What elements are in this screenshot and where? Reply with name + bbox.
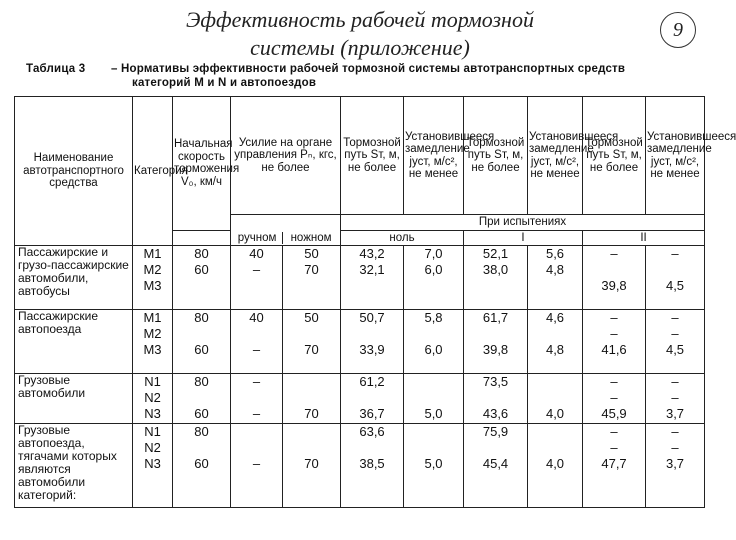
cell-j0 — [404, 424, 464, 508]
cell-value — [233, 440, 280, 456]
table-row — [15, 374, 705, 424]
cell-j0 — [404, 310, 464, 374]
cell-value: – — [671, 390, 679, 405]
cell-value — [233, 278, 280, 294]
cell-value: – — [610, 326, 618, 341]
cell-value — [175, 278, 228, 294]
table-caption — [26, 62, 706, 90]
cell-value: – — [610, 440, 618, 455]
cell-value: 4,8 — [545, 342, 565, 357]
cell-value — [466, 326, 525, 342]
vehicle-type-name: Пассажирские автопоезда — [15, 310, 133, 374]
cell-value: N2 — [144, 390, 161, 405]
table-row — [15, 310, 705, 374]
header-speed: Начальная скорость торможения V₀, км/ч — [173, 97, 231, 231]
cell-value: – — [610, 246, 618, 261]
cell-j1 — [528, 374, 583, 424]
cell-j2 — [646, 310, 705, 374]
cell-s2 — [583, 374, 646, 424]
cell-value — [530, 424, 580, 440]
cell-s0 — [341, 246, 404, 310]
cell-value: M3 — [143, 278, 162, 293]
cell-value — [285, 424, 338, 440]
cell-s1 — [464, 310, 528, 374]
cell-value — [406, 326, 461, 342]
cell-value: – — [252, 374, 261, 389]
cell-value: 32,1 — [359, 262, 385, 277]
cell-value — [406, 440, 461, 456]
cell-value: N1 — [144, 424, 161, 439]
cell-value: 3,7 — [665, 456, 685, 471]
cell-s1 — [464, 424, 528, 508]
cell-value: M1 — [143, 246, 162, 261]
cell-value: – — [252, 456, 261, 471]
cell-value: 43,2 — [359, 246, 385, 261]
cell-value: N2 — [144, 440, 161, 455]
cell-j1 — [528, 246, 583, 310]
cell-speed — [173, 424, 231, 508]
cell-value: 4,6 — [545, 310, 565, 325]
cell-value — [466, 390, 525, 406]
cell-value: – — [252, 262, 261, 277]
header-force: Усилие на органе управления Pₙ, кгс, не более — [231, 97, 341, 215]
cell-value: 60 — [194, 456, 209, 471]
cell-value — [585, 262, 643, 278]
cell-value: 61,7 — [482, 310, 509, 325]
cell-value — [466, 278, 525, 294]
cell-manual — [231, 374, 283, 424]
cell-value: 4,0 — [545, 406, 565, 421]
cell-s0 — [341, 310, 404, 374]
cell-value: N1 — [144, 374, 161, 389]
vehicle-type-name: Пассажирские и грузо-пассажирские автомобили, автобусы — [15, 246, 133, 310]
caption-text-1: Нормативы эффективности рабочей тормозной системы автотранспортных средств — [121, 63, 626, 75]
cell-value — [530, 326, 580, 342]
cell-value: 63,6 — [359, 424, 385, 439]
cell-value: 45,4 — [482, 456, 509, 471]
cell-value: 6,0 — [424, 342, 443, 357]
cell-value: M1 — [143, 310, 162, 325]
cell-s1 — [464, 374, 528, 424]
cell-value: – — [252, 406, 261, 421]
cell-value: 73,5 — [482, 374, 509, 389]
cell-value: – — [671, 246, 679, 261]
cell-value: 33,9 — [359, 342, 385, 357]
cell-value — [530, 440, 580, 456]
cell-value: 6,0 — [424, 262, 443, 277]
header-force-manual: ручном — [237, 231, 277, 244]
header-category: Категория — [133, 97, 173, 246]
cell-value: 39,8 — [482, 342, 509, 357]
slide-title-line-1: Эффективность рабочей тормозной — [186, 7, 534, 32]
cell-j1 — [528, 424, 583, 508]
cell-value: 50 — [304, 310, 319, 325]
cell-value: 60 — [194, 262, 209, 277]
cell-value: M2 — [143, 262, 162, 277]
table-row — [15, 246, 705, 310]
cell-foot — [283, 424, 341, 508]
cell-s2 — [583, 246, 646, 310]
cell-value: 60 — [194, 406, 209, 421]
cell-value: 75,9 — [482, 424, 509, 439]
cell-j0 — [404, 374, 464, 424]
cell-value: 3,7 — [665, 406, 685, 421]
cell-value: 4,0 — [545, 456, 565, 471]
cell-value — [175, 440, 228, 456]
header-name: Наименование автотранспортного средства — [15, 97, 133, 246]
cell-value — [406, 374, 461, 390]
header-brake-path-0: Тормозной путь Sт, м, не более — [341, 97, 404, 215]
cell-value: 36,7 — [359, 406, 385, 421]
cell-s2 — [583, 310, 646, 374]
cell-value — [233, 424, 280, 440]
cell-value: 4,5 — [665, 278, 685, 293]
cell-value: 5,8 — [424, 310, 443, 325]
cell-value: – — [252, 342, 261, 357]
cell-value — [406, 390, 461, 406]
cell-j1 — [528, 310, 583, 374]
cell-value: – — [671, 310, 679, 325]
cell-value: – — [671, 326, 679, 341]
cell-value: 60 — [194, 342, 209, 357]
cell-speed — [173, 310, 231, 374]
cell-value: 5,0 — [424, 406, 443, 421]
vehicle-type-name: Грузовые автомобили — [15, 374, 133, 424]
cell-value: 5,0 — [424, 456, 443, 471]
cell-value — [648, 262, 702, 278]
cell-speed — [173, 374, 231, 424]
cell-cats — [133, 424, 173, 508]
cell-value: N3 — [144, 456, 161, 471]
cell-value — [530, 390, 580, 406]
cell-value: 70 — [304, 342, 319, 357]
cell-value — [343, 278, 401, 294]
cell-value — [466, 440, 525, 456]
header-mode-1: I — [464, 230, 583, 246]
cell-s0 — [341, 374, 404, 424]
cell-value: N3 — [144, 406, 161, 421]
header-force-foot: ножном — [282, 232, 339, 245]
cell-value: M3 — [143, 342, 162, 357]
norms-table — [14, 96, 736, 508]
cell-s0 — [341, 424, 404, 508]
cell-value: – — [610, 390, 618, 405]
header-brake-path-1: Тормозной путь Sт, м, не более — [464, 97, 528, 215]
cell-value: 80 — [194, 310, 209, 325]
cell-value: 50,7 — [359, 310, 385, 325]
cell-value — [530, 374, 580, 390]
caption-text-2: категорий М и N и автопоездов — [132, 77, 317, 89]
cell-value: 5,6 — [545, 246, 565, 261]
header-decel-2: Установившееся замедление jуст, м/с², не менее — [646, 97, 705, 215]
cell-value: – — [610, 424, 618, 439]
cell-foot — [283, 246, 341, 310]
cell-value: – — [671, 440, 679, 455]
cell-value: 40 — [249, 310, 264, 325]
cell-value: 40 — [249, 246, 264, 261]
cell-j2 — [646, 246, 705, 310]
table-body — [15, 246, 705, 508]
cell-value — [285, 390, 338, 406]
cell-value: – — [610, 374, 618, 389]
cell-value: 41,6 — [601, 342, 627, 357]
cell-value: 38,5 — [359, 456, 385, 471]
cell-value: – — [610, 310, 618, 325]
cell-value — [285, 374, 338, 390]
cell-value — [233, 390, 280, 406]
cell-value: 52,1 — [482, 246, 509, 261]
cell-value — [343, 326, 401, 342]
header-speed-spacer — [173, 230, 231, 246]
page-number-badge: 9 — [660, 12, 696, 48]
cell-cats — [133, 246, 173, 310]
cell-value — [175, 326, 228, 342]
caption-dash: – — [111, 63, 118, 75]
cell-value: M2 — [143, 326, 162, 341]
cell-value — [406, 278, 461, 294]
caption-label: Таблица 3 — [26, 63, 86, 75]
cell-value — [233, 326, 280, 342]
cell-cats — [133, 374, 173, 424]
cell-value: 7,0 — [424, 246, 443, 261]
header-decel-0: Установившееся замедление jуст, м/с², не менее — [404, 97, 464, 215]
cell-foot — [283, 310, 341, 374]
cell-value: 4,5 — [665, 342, 685, 357]
cell-value: 70 — [304, 262, 319, 277]
cell-value — [530, 278, 580, 294]
slide-title — [150, 6, 570, 62]
vehicle-type-name: Грузовые автопоезда, тягачами которых являются автомобили категорий: — [15, 424, 133, 508]
cell-value: – — [671, 424, 679, 439]
cell-value: 61,2 — [359, 374, 385, 389]
header-brake-path-2: Тормозной путь Sт, м, не более — [583, 97, 646, 215]
cell-j2 — [646, 374, 705, 424]
cell-value — [343, 440, 401, 456]
cell-value: 80 — [194, 374, 209, 389]
header-force-split — [231, 215, 341, 246]
cell-value: 80 — [194, 424, 209, 439]
cell-value: 45,9 — [601, 406, 627, 421]
cell-j2 — [646, 424, 705, 508]
cell-cats — [133, 310, 173, 374]
cell-value — [175, 390, 228, 406]
cell-j0 — [404, 246, 464, 310]
cell-value: 70 — [304, 456, 319, 471]
header-tests: При испытениях — [341, 215, 705, 231]
cell-value: – — [671, 374, 679, 389]
cell-value — [285, 278, 338, 294]
cell-speed — [173, 246, 231, 310]
cell-value — [285, 440, 338, 456]
cell-manual — [231, 246, 283, 310]
cell-value: 50 — [304, 246, 319, 261]
header-decel-1: Установившееся замедление jуст, м/с², не менее — [528, 97, 583, 215]
cell-value: 4,8 — [545, 262, 565, 277]
cell-s2 — [583, 424, 646, 508]
cell-value: 39,8 — [601, 278, 627, 293]
cell-value: 70 — [304, 406, 319, 421]
header-mode-0: ноль — [341, 230, 464, 246]
cell-value: 80 — [194, 246, 209, 261]
header-mode-2: II — [583, 230, 705, 246]
cell-s1 — [464, 246, 528, 310]
table-row — [15, 424, 705, 508]
cell-value: 38,0 — [482, 262, 509, 277]
cell-manual — [231, 310, 283, 374]
cell-value — [343, 390, 401, 406]
cell-value: 47,7 — [601, 456, 627, 471]
cell-manual — [231, 424, 283, 508]
cell-value: 43,6 — [482, 406, 509, 421]
cell-foot — [283, 374, 341, 424]
slide-title-line-2: системы (приложение) — [250, 35, 470, 60]
cell-value — [285, 326, 338, 342]
cell-value — [406, 424, 461, 440]
